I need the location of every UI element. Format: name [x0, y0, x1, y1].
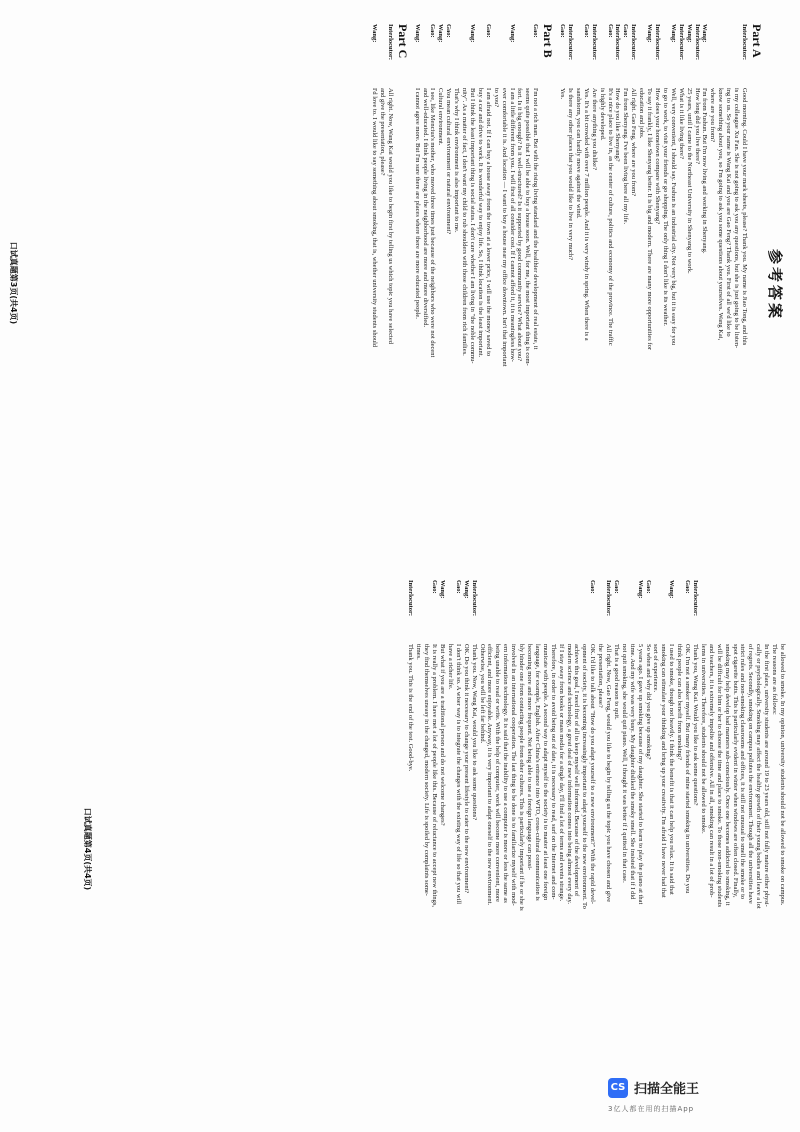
dialogue-line — [636, 580, 644, 1108]
line-text: Otherwise, you will be left far behind. — [478, 644, 486, 744]
line-text: ever comfortable it is. And location — I want to buy a house near my office downtown. Isn't that important — [500, 88, 508, 367]
speaker-label: Gao: — [582, 24, 590, 38]
speaker-label — [715, 580, 723, 644]
speaker-label: Gao: — [429, 24, 437, 38]
speaker-label: Wang: — [413, 24, 421, 43]
line-text: You mean cultural environment or natural environment? — [445, 88, 453, 235]
line-text: sandstorm, you can hardly move against the wind. — [574, 88, 582, 219]
dialogue-line — [549, 580, 557, 1108]
line-text: OK. I'd like to talk about "How do you adapt yourself to a new environment?" With the rapid devel- — [589, 644, 597, 905]
speaker-label — [708, 24, 716, 88]
dialogue-line — [604, 580, 612, 1108]
speaker-label — [598, 24, 606, 88]
part-a-dialogue — [558, 24, 748, 546]
speaker-label — [565, 580, 573, 644]
speaker-label — [492, 24, 500, 88]
dialogue-line — [378, 24, 386, 546]
dialogue-line — [701, 24, 709, 546]
part-c-continued — [407, 580, 787, 1108]
line-text: So when and why did you give up smoking? — [644, 644, 652, 760]
line-text: fort. Is it big enough? Is it well-structured? Is it supported by good community service? What about you? — [516, 88, 524, 362]
dialogue-line — [421, 24, 429, 546]
line-text: education and jobs. — [638, 88, 646, 139]
dialogue-line — [660, 580, 668, 1108]
speaker-label: Interlocutor: — [614, 24, 622, 61]
line-text: smoking may help develop bad manners sub-consciously. Once one becomes addicted to smoking, it — [723, 644, 731, 906]
dialogue-line — [582, 24, 590, 546]
dialogue-line — [509, 580, 517, 1108]
dialogue-line — [778, 580, 786, 1108]
speaker-label — [652, 580, 660, 644]
dialogue-line — [675, 580, 683, 1108]
speaker-label — [724, 24, 732, 88]
line-text: of regrets. Secondly, smoking on campus pollutes the environment. Though all the universities have — [747, 644, 755, 904]
speaker-label: Interlocutor: — [693, 24, 701, 61]
part-b-dialogue — [413, 24, 540, 546]
dialogue-line — [685, 24, 693, 546]
speaker-label — [446, 580, 454, 644]
dialogue-line — [612, 580, 620, 1108]
speaker-label: Gao: — [445, 24, 453, 38]
line-text: being unable to read or write. With the help of computer, work will become more convenient, more — [494, 644, 502, 903]
speaker-label: Interlocutor: — [567, 24, 575, 61]
speaker-label: Gao: — [532, 24, 540, 38]
line-text: I'm from Fushun. But I'm now living and working in Shenyang. — [701, 88, 709, 254]
speaker-label: Gao: — [644, 580, 652, 594]
speaker-label: Wang: — [669, 24, 677, 43]
speaker-label: Interlocutor: — [386, 24, 394, 61]
dialogue-line — [699, 580, 707, 1108]
speaker-label: Interlocutor: — [654, 24, 662, 61]
line-text: know something about you, so I'm going to ask you some questions about yourselves. Wang Kai, — [717, 88, 725, 341]
line-text: I cannot agree more. But I'm sure there are places where there are more educated people. — [413, 88, 421, 319]
line-text: What is it like living there? — [677, 88, 685, 159]
line-text: I am afraid not. If I can buy a house away from the town at a lower price, I will use the money saved to — [484, 88, 492, 357]
speaker-label: Wang: — [668, 580, 676, 599]
dialogue-line — [691, 580, 699, 1108]
dialogue-line — [677, 24, 685, 546]
dialogue-line — [566, 24, 574, 546]
line-text: not quit smoking, she would quit piano. Well, I thought it was better if I quitted in that case. — [620, 644, 628, 883]
line-text: they find themselves uneasy in the changed, modern society. Life is spoiled by complaints some- — [423, 644, 431, 896]
dialogue-line — [716, 24, 724, 546]
line-text: Yes. It's a bit crowded with over 7 million people. And it is very windy in spring. When there is a — [582, 88, 590, 341]
line-text: ern information technology. It is said that the inability to use a computer is more or less the same as — [502, 644, 510, 903]
dialogue-line — [500, 24, 508, 546]
line-text: I'd love to. I would like to say something about smoking, that is, whether university students should — [370, 88, 378, 348]
watermark-app-name: 扫描全能王 — [634, 1082, 700, 1097]
line-text: I'm not a rich man. But with the rising living standard and the healthier development of real estate, it — [532, 88, 540, 350]
dialogue-line — [531, 24, 539, 546]
speaker-label — [523, 24, 531, 88]
speaker-label — [770, 580, 778, 644]
dialogue-line — [422, 580, 430, 1108]
dialogue-line — [370, 24, 378, 546]
dialogue-line — [407, 580, 415, 1108]
line-text: All right. Now, Gao Feng, would you like to begin by telling us the topic you have chosen and give — [605, 644, 613, 903]
speaker-label — [723, 580, 731, 644]
line-text: and give the presentation, please? — [378, 88, 386, 176]
dialogue-line — [462, 580, 470, 1108]
speaker-label: Gao: — [484, 24, 492, 38]
dialogue-line — [667, 580, 675, 1108]
dialogue-line — [732, 24, 740, 546]
page-footer: 口试真题第3页(共4页) — [9, 241, 18, 325]
speaker-label — [476, 24, 484, 88]
dialogue-line — [414, 580, 422, 1108]
speaker-label: Gao: — [454, 580, 462, 594]
dialogue-line — [661, 24, 669, 546]
line-text: To say it frankly, I like Shenyang better. It is big and modern. There are many more opportunities for — [646, 88, 654, 351]
line-text: It's a nice place to live in, as the center of culture, politics and economy of the province. The traffic — [606, 88, 614, 346]
dialogue-line — [754, 580, 762, 1108]
speaker-label — [549, 580, 557, 644]
line-text: language, for example, English. After China's entrance into WTO, cross-cultural communication is — [533, 644, 541, 901]
dialogue-line — [770, 580, 778, 1108]
part-a-heading: Part A — [750, 24, 764, 58]
speaker-label: Interlocutor: — [605, 580, 613, 617]
line-text: How does your hometown compare with Shenyang? — [654, 88, 662, 225]
dialogue-line — [606, 24, 614, 546]
speaker-label — [557, 580, 565, 644]
speaker-label: Interlocutor: — [630, 24, 638, 61]
line-text: sort of experience. — [652, 644, 660, 693]
dialogue-line — [429, 24, 437, 546]
speaker-label: Wang: — [701, 24, 709, 43]
dialogue-line — [652, 580, 660, 1108]
line-text: to go to work, to visit your friends or go shopping. The only thing I don't like is its weather. — [661, 88, 669, 326]
dialogue-line — [739, 580, 747, 1108]
dialogue-line — [444, 24, 452, 546]
speaker-label — [573, 580, 581, 644]
line-text: I used to smoke, though not heavily. I think the benefit is that it can help you relax. It is said that — [668, 644, 676, 895]
dialogue-line — [598, 24, 606, 546]
speaker-label: Wang: — [437, 24, 445, 43]
dialogue-line — [516, 24, 524, 546]
dialogue-line — [724, 24, 732, 546]
dialogue-line — [590, 24, 598, 546]
line-text: times. — [415, 644, 423, 660]
speaker-label: Wang: — [469, 24, 476, 43]
dialogue-line — [622, 24, 630, 546]
scanner-watermark — [608, 1074, 788, 1122]
dialogue-line — [644, 580, 652, 1108]
line-text: strict rules and non-smoking classrooms and offices, it is still not unusual to smell the smoke or to — [739, 644, 747, 900]
speaker-label — [452, 24, 460, 88]
speaker-label — [525, 580, 533, 644]
speaker-label — [637, 24, 645, 88]
speaker-label: Wang: — [685, 24, 693, 43]
dialogue-line — [683, 580, 691, 1108]
dialogue-line — [493, 580, 501, 1108]
line-text: time. And my wife was very busy. My daughter disliked the smoky smell. She insisted that if I did — [628, 644, 636, 900]
dialogue-line — [470, 580, 478, 1108]
line-text: municate with people. A second way to adapt myself to the society is to master at least one foreign — [541, 644, 549, 901]
dialogue-line — [468, 24, 476, 546]
speaker-label — [661, 24, 669, 88]
line-text: the presentation, please? — [597, 644, 605, 708]
speaker-label: Interlocutor: — [470, 580, 478, 617]
dialogue-line — [533, 580, 541, 1108]
speaker-label: Wang: — [636, 580, 644, 599]
line-text: cally or psychologically. Smoking may affect the healthy growth of their young bodies and leave a lot — [755, 644, 763, 909]
line-text: Cultural environment. — [437, 88, 445, 146]
dialogue-line — [637, 24, 645, 546]
dialogue-line — [386, 24, 394, 546]
dialogue-line — [541, 580, 549, 1108]
speaker-label: Interlocutor: — [741, 24, 748, 61]
dialogue-line — [446, 580, 454, 1108]
page-4 — [0, 566, 800, 1132]
dialogue-line — [452, 24, 460, 546]
line-text: I'm from Shenyang. I've been living here all my life. — [622, 88, 630, 225]
line-text: and teachers, it is extremely impolite and offensive. All in all, smoking can result in a lot of prob- — [707, 644, 715, 898]
speaker-label: Gao: — [684, 580, 692, 594]
speaker-label — [517, 580, 525, 644]
speaker-label — [660, 580, 668, 644]
line-text: Yes. — [559, 88, 567, 100]
line-text: Therefore, in order to avoid being out of date, it is necessary to read, surf on the Internet and com- — [549, 644, 557, 900]
speaker-label — [422, 580, 430, 644]
speaker-label — [754, 580, 762, 644]
dialogue-line — [478, 580, 486, 1108]
line-text: Good morning. Could I have your mark sheets, please? Thank you. My name is Jiao Tong, and this — [741, 88, 748, 346]
line-text: is my colleague Xu Fan. She is not going to ask you any questions, but she is just going to be listen- — [733, 88, 741, 349]
dialogue-line — [762, 580, 770, 1108]
dialogue-line — [557, 580, 565, 1108]
dialogue-line — [723, 580, 731, 1108]
dialogue-line — [574, 24, 582, 546]
speaker-label: Gao: — [559, 24, 567, 38]
line-text: I see, like Mencius's mother, who moved three times just because of the neighbors who were not decent — [429, 88, 437, 358]
speaker-label — [500, 24, 508, 88]
line-text: But what if you are a traditional person and do not welcome changes? — [439, 644, 447, 826]
speaker-label — [746, 580, 754, 644]
camscanner-logo-icon: CS — [608, 1078, 628, 1098]
speaker-label: Gao: — [589, 580, 597, 594]
speaker-label — [675, 580, 683, 644]
dialogue-line — [707, 580, 715, 1108]
speaker-label — [501, 580, 509, 644]
line-text: 25 years, until I came to the Northeast University in Shenyang to work. — [685, 88, 693, 274]
speaker-label — [460, 24, 468, 88]
dialogue-line — [454, 580, 462, 1108]
dialogue-line — [628, 580, 636, 1108]
speaker-label — [580, 580, 588, 644]
speaker-label — [541, 580, 549, 644]
speaker-label: Wang: — [508, 24, 516, 43]
speaker-label: Gao: — [612, 580, 620, 594]
dialogue-line — [708, 24, 716, 546]
part-c-dialogue — [370, 24, 394, 546]
speaker-label — [620, 580, 628, 644]
speaker-label — [707, 580, 715, 644]
speaker-label — [478, 580, 486, 644]
line-text: ing to us. So your name is Wang Kai and you are Gao Feng? Thank you. First of all we'd like to — [725, 88, 733, 337]
speaker-label — [628, 580, 636, 644]
line-text: bly hinder one from contacting people from other cultures. This is particularly important if he or she is — [518, 644, 526, 911]
dialogue-line — [430, 580, 438, 1108]
dialogue-line — [573, 580, 581, 1108]
speaker-label — [486, 580, 494, 644]
line-text: 5 years ago. I gave up smoking because of my daughter. She started to learn to play the piano at that — [636, 644, 644, 905]
line-text: Thank you, Wang Kai. Would you like to ask some questions? — [692, 644, 700, 806]
line-text: I don't think so. A wiser way is to integrate the changes with the existing way of life so that you will — [454, 644, 462, 905]
line-text: think people can also benefit from smoking? — [676, 644, 684, 760]
speaker-label — [414, 580, 422, 644]
dialogue-line — [746, 580, 754, 1108]
line-text: Are there anything you dislike? — [590, 88, 598, 170]
dialogue-line — [669, 24, 677, 546]
dialogue-line — [731, 580, 739, 1108]
dialogue-line — [715, 580, 723, 1108]
line-text: How long did you live there? — [693, 88, 701, 164]
dialogue-line — [645, 24, 653, 546]
speaker-label: Gao: — [431, 580, 439, 594]
dialogue-line — [508, 24, 516, 546]
speaker-label: Gao: — [606, 24, 614, 38]
line-text: opment of society, it is becoming increasingly important to adapt yourself to the new environment. To — [581, 644, 589, 909]
line-text: modern science and technology, a great deal of new information comes into being almost every day. — [565, 644, 573, 904]
line-text: have a richer life. — [446, 644, 454, 690]
speaker-label — [732, 24, 740, 88]
speaker-label: Wang: — [370, 24, 378, 43]
dialogue-line — [460, 24, 468, 546]
line-text: How do you like Shenyang? — [614, 88, 622, 162]
dialogue-line — [580, 580, 588, 1108]
line-text: The reasons are as follows: — [771, 644, 779, 715]
line-text: spot cigarette butts. This is particularly evident in winter when windows are often closed. Finally, — [731, 644, 739, 898]
dialogue-line — [614, 24, 622, 546]
speaker-label — [699, 580, 707, 644]
dialogue-line — [517, 580, 525, 1108]
line-text: seems quite possible that I will be able to buy a house soon. Well, for me, the most important thing is com- — [524, 88, 532, 366]
line-text: I am a little different from you. I will first of all consider cost. If I cannot afford it, it is meaningless how- — [508, 88, 516, 362]
line-text: But I think the least important thing is social status. I don't care whether I am living in "the noble commu- — [469, 88, 476, 364]
dialogue-line — [740, 24, 748, 546]
line-text: lems in universities. Therefore, students should not be allowed to smoke. — [699, 644, 707, 834]
line-text: is highly developed. — [598, 88, 606, 141]
speaker-label: Wang: — [462, 580, 470, 599]
page-footer: 口试真题第4页(共4页) — [83, 807, 92, 891]
dialogue-line — [476, 24, 484, 546]
dialogue-line — [693, 24, 701, 546]
line-text: That is a good reason to quit. — [612, 644, 620, 720]
dialogue-line — [620, 580, 628, 1108]
dialogue-line — [653, 24, 661, 546]
line-text: becoming more and more frequent. Not being able to use a foreign language can possi- — [526, 644, 533, 871]
line-text: will be difficult for him or her to choose the time and place to smoke. To those non-smoking students — [715, 644, 723, 908]
dialogue-line — [629, 24, 637, 546]
speaker-label: Interlocutor: — [677, 24, 685, 61]
part-c-heading: Part C — [395, 24, 410, 59]
dialogue-line — [484, 24, 492, 546]
watermark-tagline: 3亿人都在用的扫描App — [608, 1105, 695, 1113]
line-text: In the first place, university students are around 19 to 23 years old, still not fully mature either physi- — [763, 644, 771, 907]
line-text: efficient, and more enjoyable. Anyway, it is very important to adapt oneself to the new environment. — [486, 644, 494, 906]
line-text: Well, very convenient, I should say. Fushun is an industrial city. Not very big, but it is easy for you — [669, 88, 677, 346]
line-text: Thank you. This is the end of the test. Good-bye. — [407, 644, 415, 772]
line-text: involved in an international cooperation. The last thing to be done is to familiarize myself with mod- — [510, 644, 518, 906]
line-text: to you? — [492, 88, 500, 108]
dialogue-line — [525, 580, 533, 1108]
speaker-label: Wang: — [439, 580, 447, 599]
part-b-heading: Part B — [541, 24, 556, 58]
line-text: where are you from? — [709, 88, 717, 142]
speaker-label: Gao: — [622, 24, 630, 38]
dialogue-line — [436, 24, 444, 546]
line-text: be allowed to smoke. In my opinion, university students should not be allowed to smoke on campus. — [779, 644, 786, 906]
speaker-label — [731, 580, 739, 644]
line-text: buy a car and drive to work. It is wonderful way to enjoy life. So, I think location is the least important. — [476, 88, 484, 358]
dialogue-line — [523, 24, 531, 546]
speaker-label — [739, 580, 747, 644]
speaker-label: Interlocutor: — [692, 580, 700, 617]
dialogue-line — [501, 580, 509, 1108]
line-text: nity". As a matter of fact, I don't want my child to rub shoulders with those children from rich families. — [461, 88, 469, 356]
line-text: achieve this goal, I need first of all to keep myself well informed. Because of the development of — [573, 644, 581, 897]
line-text: smoking can stimulate your thinking and bring up your creativity. I'm afraid I have never had that — [660, 644, 668, 898]
dialogue-line — [492, 24, 500, 546]
dialogue-line — [558, 24, 566, 546]
line-text: It is really a problem. I have met a lot of people like this. Because of reluctance to accept new things, — [431, 644, 439, 907]
speaker-label — [378, 24, 386, 88]
line-text: All right. Now, Wang Kai would you like to begin first by telling us which topic you have selected — [386, 88, 394, 345]
speaker-label — [516, 24, 524, 88]
speaker-label — [421, 24, 429, 88]
speaker-label: Interlocutor: — [407, 580, 415, 617]
dialogue-line — [486, 580, 494, 1108]
line-text: Is there any other places that you would like to live in very much? — [567, 88, 575, 261]
speaker-label — [574, 24, 582, 88]
line-text: OK. I'm not a smoker myself. But many friends of mine started smoking in universities. Do you — [684, 644, 692, 894]
speaker-label — [716, 24, 724, 88]
speaker-label — [762, 580, 770, 644]
line-text: and well-educated. I think people living in the neighborhood are more and more diversified. — [421, 88, 429, 328]
line-text: That's why I think environment is also important to me. — [453, 88, 461, 233]
line-text: If I stay away from books or mass media for a single day, I'll find a lot of terms and events strange. — [557, 644, 565, 902]
dialogue-line — [596, 580, 604, 1108]
line-text: All right. Gao Feng, where are you from? — [630, 88, 638, 197]
line-text: Thank you. Now, Wang Kai, would you like to ask some questions? — [470, 644, 478, 821]
dialogue-line — [413, 24, 421, 546]
line-text: OK. Do you think it necessary to change your present lifestyle to cater to the new environment? — [462, 644, 470, 894]
speaker-label — [533, 580, 541, 644]
page-title: 参考答案 — [766, 248, 784, 321]
dialogue-line — [588, 580, 596, 1108]
speaker-label — [778, 580, 786, 644]
dialogue-line — [565, 580, 573, 1108]
speaker-label: Interlocutor: — [590, 24, 598, 61]
speaker-label — [509, 580, 517, 644]
dialogue-line — [438, 580, 446, 1108]
speaker-label — [493, 580, 501, 644]
speaker-label: Wang: — [646, 24, 654, 43]
speaker-label — [596, 580, 604, 644]
